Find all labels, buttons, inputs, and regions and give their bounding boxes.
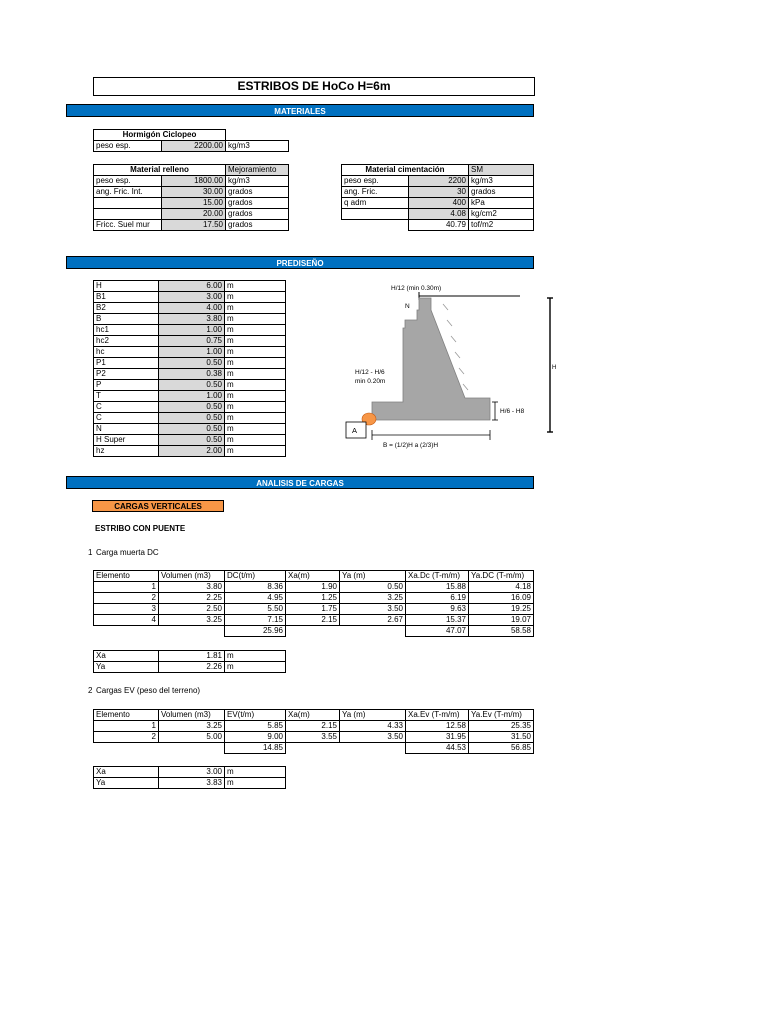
- table-cell: 2.25: [159, 593, 225, 604]
- cell-value[interactable]: 20.00: [161, 209, 226, 220]
- cell-value[interactable]: 3.00: [159, 292, 225, 303]
- table-cell: 3.50: [340, 732, 406, 743]
- table-cell: 25.35: [469, 721, 534, 732]
- cell-unit: kg/m3: [226, 176, 289, 187]
- cell-label: B: [94, 314, 159, 325]
- cell-unit: kPa: [469, 198, 534, 209]
- table-row: [94, 391, 286, 402]
- cell-label: peso esp.: [94, 141, 162, 152]
- cell-label: q adm: [342, 198, 409, 209]
- table-cell: 3.50: [340, 604, 406, 615]
- cell-unit: m: [225, 778, 286, 789]
- cell-value[interactable]: 30: [409, 187, 469, 198]
- abutment-diagram: [335, 280, 565, 455]
- cell-unit: grados: [226, 198, 289, 209]
- cell-label: Xa: [94, 651, 159, 662]
- table-row: [94, 336, 286, 347]
- table-row: [94, 593, 534, 604]
- cell-unit: m: [225, 281, 286, 292]
- table-row: [94, 141, 289, 152]
- cell-unit: m: [225, 402, 286, 413]
- carga-ev-table: [93, 709, 534, 754]
- cell-unit: m: [225, 292, 286, 303]
- carga-dc-table: [93, 570, 534, 637]
- relleno-header: Material relleno: [94, 165, 226, 176]
- table-cell: 3.80: [159, 582, 225, 593]
- cell-label: peso esp.: [94, 176, 162, 187]
- table-row: [94, 347, 286, 358]
- table-cell: 2: [94, 732, 159, 743]
- cell-unit: m: [225, 767, 286, 778]
- table-row: [94, 778, 286, 789]
- table-cell: 4.95: [225, 593, 286, 604]
- table-cell: 1.75: [286, 604, 340, 615]
- column-header: DC(t/m): [225, 571, 286, 582]
- cell-label: ang. Fric. Int.: [94, 187, 162, 198]
- column-header: Ya (m): [340, 571, 406, 582]
- cell-value[interactable]: 6.00: [159, 281, 225, 292]
- table-cell: 16.09: [469, 593, 534, 604]
- table-row: [94, 732, 534, 743]
- table-row: [94, 662, 286, 673]
- table-cell: 3.25: [159, 721, 225, 732]
- cell-value[interactable]: 3.80: [159, 314, 225, 325]
- cell-unit: kg/m3: [226, 141, 289, 152]
- table-cell: 12.58: [406, 721, 469, 732]
- table-row: [94, 582, 534, 593]
- cell-label: B1: [94, 292, 159, 303]
- table-cell: 9.63: [406, 604, 469, 615]
- table-row: [94, 314, 286, 325]
- table-cell: 5.85: [225, 721, 286, 732]
- total-xa: 44.53: [406, 743, 469, 754]
- table-row: [94, 198, 289, 209]
- column-header: Xa(m): [286, 571, 340, 582]
- carga-dc-title: Carga muerta DC: [96, 548, 159, 557]
- cell-value[interactable]: 0.50: [159, 435, 225, 446]
- cell-label: [342, 220, 409, 231]
- cell-unit: m: [225, 303, 286, 314]
- table-row: [94, 303, 286, 314]
- cell-label: hz: [94, 446, 159, 457]
- dc-centroid-table: [93, 650, 286, 673]
- table-row: [94, 325, 286, 336]
- wall-section: [372, 298, 490, 420]
- cargas-verticales-tag: CARGAS VERTICALES: [92, 500, 224, 512]
- cell-label: Ya: [94, 778, 159, 789]
- table-cell: 19.25: [469, 604, 534, 615]
- cell-unit: m: [225, 369, 286, 380]
- total-xa: 47.07: [406, 626, 469, 637]
- table-cell: 31.95: [406, 732, 469, 743]
- footing-dim-label: H/6 - H8: [500, 408, 525, 415]
- column-header: Xa.Ev (T-m/m): [406, 710, 469, 721]
- column-header: Ya.Ev (T-m/m): [469, 710, 534, 721]
- column-header: Xa(m): [286, 710, 340, 721]
- column-header: Elemento: [94, 571, 159, 582]
- cell-value[interactable]: 17.50: [161, 220, 226, 231]
- column-header: Xa.Dc (T-m/m): [406, 571, 469, 582]
- cell-value: 4.08: [409, 209, 469, 220]
- cell-label: T: [94, 391, 159, 402]
- cell-unit: grados: [469, 187, 534, 198]
- table-row: [342, 176, 534, 187]
- cell-value[interactable]: 1800.00: [161, 176, 226, 187]
- table-cell: 7.15: [225, 615, 286, 626]
- table-cell: 6.19: [406, 593, 469, 604]
- table-cell: 2.15: [286, 721, 340, 732]
- cell-label: Ya: [94, 662, 159, 673]
- cell-unit: m: [225, 358, 286, 369]
- cell-label: N: [94, 424, 159, 435]
- cell-unit: m: [225, 435, 286, 446]
- table-cell: 4.18: [469, 582, 534, 593]
- cell-value[interactable]: 2200.00: [161, 141, 226, 152]
- relleno-header2: Mejoramiento: [226, 165, 289, 176]
- column-header: Elemento: [94, 710, 159, 721]
- section-header-materiales: MATERIALES: [66, 104, 534, 117]
- total-ev: 14.85: [225, 743, 286, 754]
- total-ya: 58.58: [469, 626, 534, 637]
- table-cell: 2.15: [286, 615, 340, 626]
- carga-ev-number: 2: [88, 686, 93, 695]
- n-label: N: [405, 303, 410, 310]
- estribo-con-puente-label: ESTRIBO CON PUENTE: [95, 524, 186, 533]
- cell-unit: m: [225, 325, 286, 336]
- table-cell: 3: [94, 604, 159, 615]
- cell-unit: grados: [226, 187, 289, 198]
- table-row: [94, 651, 286, 662]
- table-cell: 1: [94, 721, 159, 732]
- cell-value[interactable]: 0.50: [159, 402, 225, 413]
- cell-unit: tof/m2: [469, 220, 534, 231]
- cell-unit: kg/m3: [469, 176, 534, 187]
- total-dc: 25.96: [225, 626, 286, 637]
- table-cell: 2.67: [340, 615, 406, 626]
- table-row: [94, 721, 534, 732]
- table-row: [342, 209, 534, 220]
- cell-unit: m: [225, 314, 286, 325]
- cell-label: H: [94, 281, 159, 292]
- table-row: [94, 209, 289, 220]
- cell-value[interactable]: 1.00: [159, 325, 225, 336]
- cell-unit: m: [225, 446, 286, 457]
- relleno-table: [93, 164, 289, 231]
- cell-value[interactable]: 0.75: [159, 336, 225, 347]
- cell-value: 3.00: [159, 767, 225, 778]
- cell-value[interactable]: 30.00: [161, 187, 226, 198]
- cell-label: hc: [94, 347, 159, 358]
- table-row: [94, 220, 289, 231]
- cell-value[interactable]: 1.00: [159, 347, 225, 358]
- cell-label: [94, 198, 162, 209]
- table-row: [94, 446, 286, 457]
- cell-label: Xa: [94, 767, 159, 778]
- column-header: Volumen (m3): [159, 571, 225, 582]
- table-cell: 3.25: [340, 593, 406, 604]
- table-row: [94, 413, 286, 424]
- table-cell: 5.50: [225, 604, 286, 615]
- column-header: EV(t/m): [225, 710, 286, 721]
- table-cell: 5.00: [159, 732, 225, 743]
- table-cell: 15.88: [406, 582, 469, 593]
- cell-label: ang. Fric.: [342, 187, 409, 198]
- stem-dim-label-2: min 0.20m: [355, 378, 386, 385]
- totals-row: [94, 626, 534, 637]
- table-cell: 0.50: [340, 582, 406, 593]
- table-cell: 1: [94, 582, 159, 593]
- total-ya: 56.85: [469, 743, 534, 754]
- cimentacion-table: [341, 164, 534, 231]
- table-row: [94, 281, 286, 292]
- carga-dc-number: 1: [88, 548, 93, 557]
- table-row: [342, 198, 534, 209]
- cimentacion-header: Material cimentación: [342, 165, 469, 176]
- table-row: [94, 369, 286, 380]
- table-row: [94, 292, 286, 303]
- table-cell: 15.37: [406, 615, 469, 626]
- cell-value[interactable]: 2200: [409, 176, 469, 187]
- table-cell: 3.55: [286, 732, 340, 743]
- cell-label: [342, 209, 409, 220]
- cell-value: 40.79: [409, 220, 469, 231]
- carga-ev-title: Cargas EV (peso del terreno): [96, 686, 201, 695]
- predisenio-table: [93, 280, 286, 457]
- table-row: [94, 604, 534, 615]
- column-header: Ya (m): [340, 710, 406, 721]
- cell-value[interactable]: 0.38: [159, 369, 225, 380]
- base-dim-label: B = (1/2)H a (2/3)H: [383, 442, 439, 449]
- height-dim-label: H: [552, 365, 557, 371]
- cell-unit: kg/cm2: [469, 209, 534, 220]
- cell-unit: m: [225, 336, 286, 347]
- table-row: [94, 358, 286, 369]
- column-header: Ya.DC (T-m/m): [469, 571, 534, 582]
- table-row: [94, 176, 289, 187]
- cell-unit: m: [225, 380, 286, 391]
- cell-label: P1: [94, 358, 159, 369]
- table-cell: 2.50: [159, 604, 225, 615]
- cell-label: H Super: [94, 435, 159, 446]
- table-cell: 1.25: [286, 593, 340, 604]
- section-header-predisenio: PREDISEÑO: [66, 256, 534, 269]
- table-row: [94, 187, 289, 198]
- table-row: [342, 220, 534, 231]
- cell-label: Fricc. Suel mur: [94, 220, 162, 231]
- point-a-label: A: [352, 426, 358, 435]
- section-header-analisis: ANALISIS DE CARGAS: [66, 476, 534, 489]
- cell-value[interactable]: 0.50: [159, 413, 225, 424]
- cell-label: peso esp.: [342, 176, 409, 187]
- cell-unit: m: [225, 424, 286, 435]
- cell-unit: m: [225, 651, 286, 662]
- ev-centroid-table: [93, 766, 286, 789]
- table-cell: 3.25: [159, 615, 225, 626]
- cell-value[interactable]: 15.00: [161, 198, 226, 209]
- cell-unit: grados: [226, 220, 289, 231]
- cell-unit: m: [225, 413, 286, 424]
- cimentacion-header2: SM: [469, 165, 534, 176]
- column-header: Volumen (m3): [159, 710, 225, 721]
- cell-value[interactable]: 0.50: [159, 380, 225, 391]
- table-cell: 9.00: [225, 732, 286, 743]
- hormigon-table: [93, 129, 289, 152]
- table-cell: 4.33: [340, 721, 406, 732]
- cell-label: P: [94, 380, 159, 391]
- table-row: [94, 380, 286, 391]
- cell-label: hc2: [94, 336, 159, 347]
- cell-value[interactable]: 0.50: [159, 358, 225, 369]
- table-row: [94, 615, 534, 626]
- cell-value[interactable]: 0.50: [159, 424, 225, 435]
- cell-value[interactable]: 1.00: [159, 391, 225, 402]
- table-cell: 8.36: [225, 582, 286, 593]
- cell-unit: m: [225, 662, 286, 673]
- table-cell: 1.90: [286, 582, 340, 593]
- stem-dim-label-1: H/12 - H/6: [355, 369, 385, 376]
- page-title: ESTRIBOS DE HoCo H=6m: [93, 77, 535, 96]
- top-dim-label: H/12 (min 0.30m): [391, 285, 442, 292]
- cell-label: hc1: [94, 325, 159, 336]
- table-row: [342, 187, 534, 198]
- cell-value[interactable]: 400: [409, 198, 469, 209]
- table-row: [94, 424, 286, 435]
- cell-value: 2.26: [159, 662, 225, 673]
- cell-label: P2: [94, 369, 159, 380]
- cell-label: C: [94, 402, 159, 413]
- totals-row: [94, 743, 534, 754]
- cell-value: 1.81: [159, 651, 225, 662]
- cell-value[interactable]: 4.00: [159, 303, 225, 314]
- table-cell: 31.50: [469, 732, 534, 743]
- table-cell: 2: [94, 593, 159, 604]
- cell-unit: grados: [226, 209, 289, 220]
- table-row: [94, 767, 286, 778]
- cell-label: [94, 209, 162, 220]
- cell-value[interactable]: 2.00: [159, 446, 225, 457]
- table-row: [94, 435, 286, 446]
- cell-unit: m: [225, 391, 286, 402]
- cell-value: 3.83: [159, 778, 225, 789]
- hormigon-header: Hormigón Ciclopeo: [94, 130, 226, 141]
- cell-label: C: [94, 413, 159, 424]
- cell-unit: m: [225, 347, 286, 358]
- table-row: [94, 402, 286, 413]
- cell-label: B2: [94, 303, 159, 314]
- table-cell: 4: [94, 615, 159, 626]
- table-cell: 19.07: [469, 615, 534, 626]
